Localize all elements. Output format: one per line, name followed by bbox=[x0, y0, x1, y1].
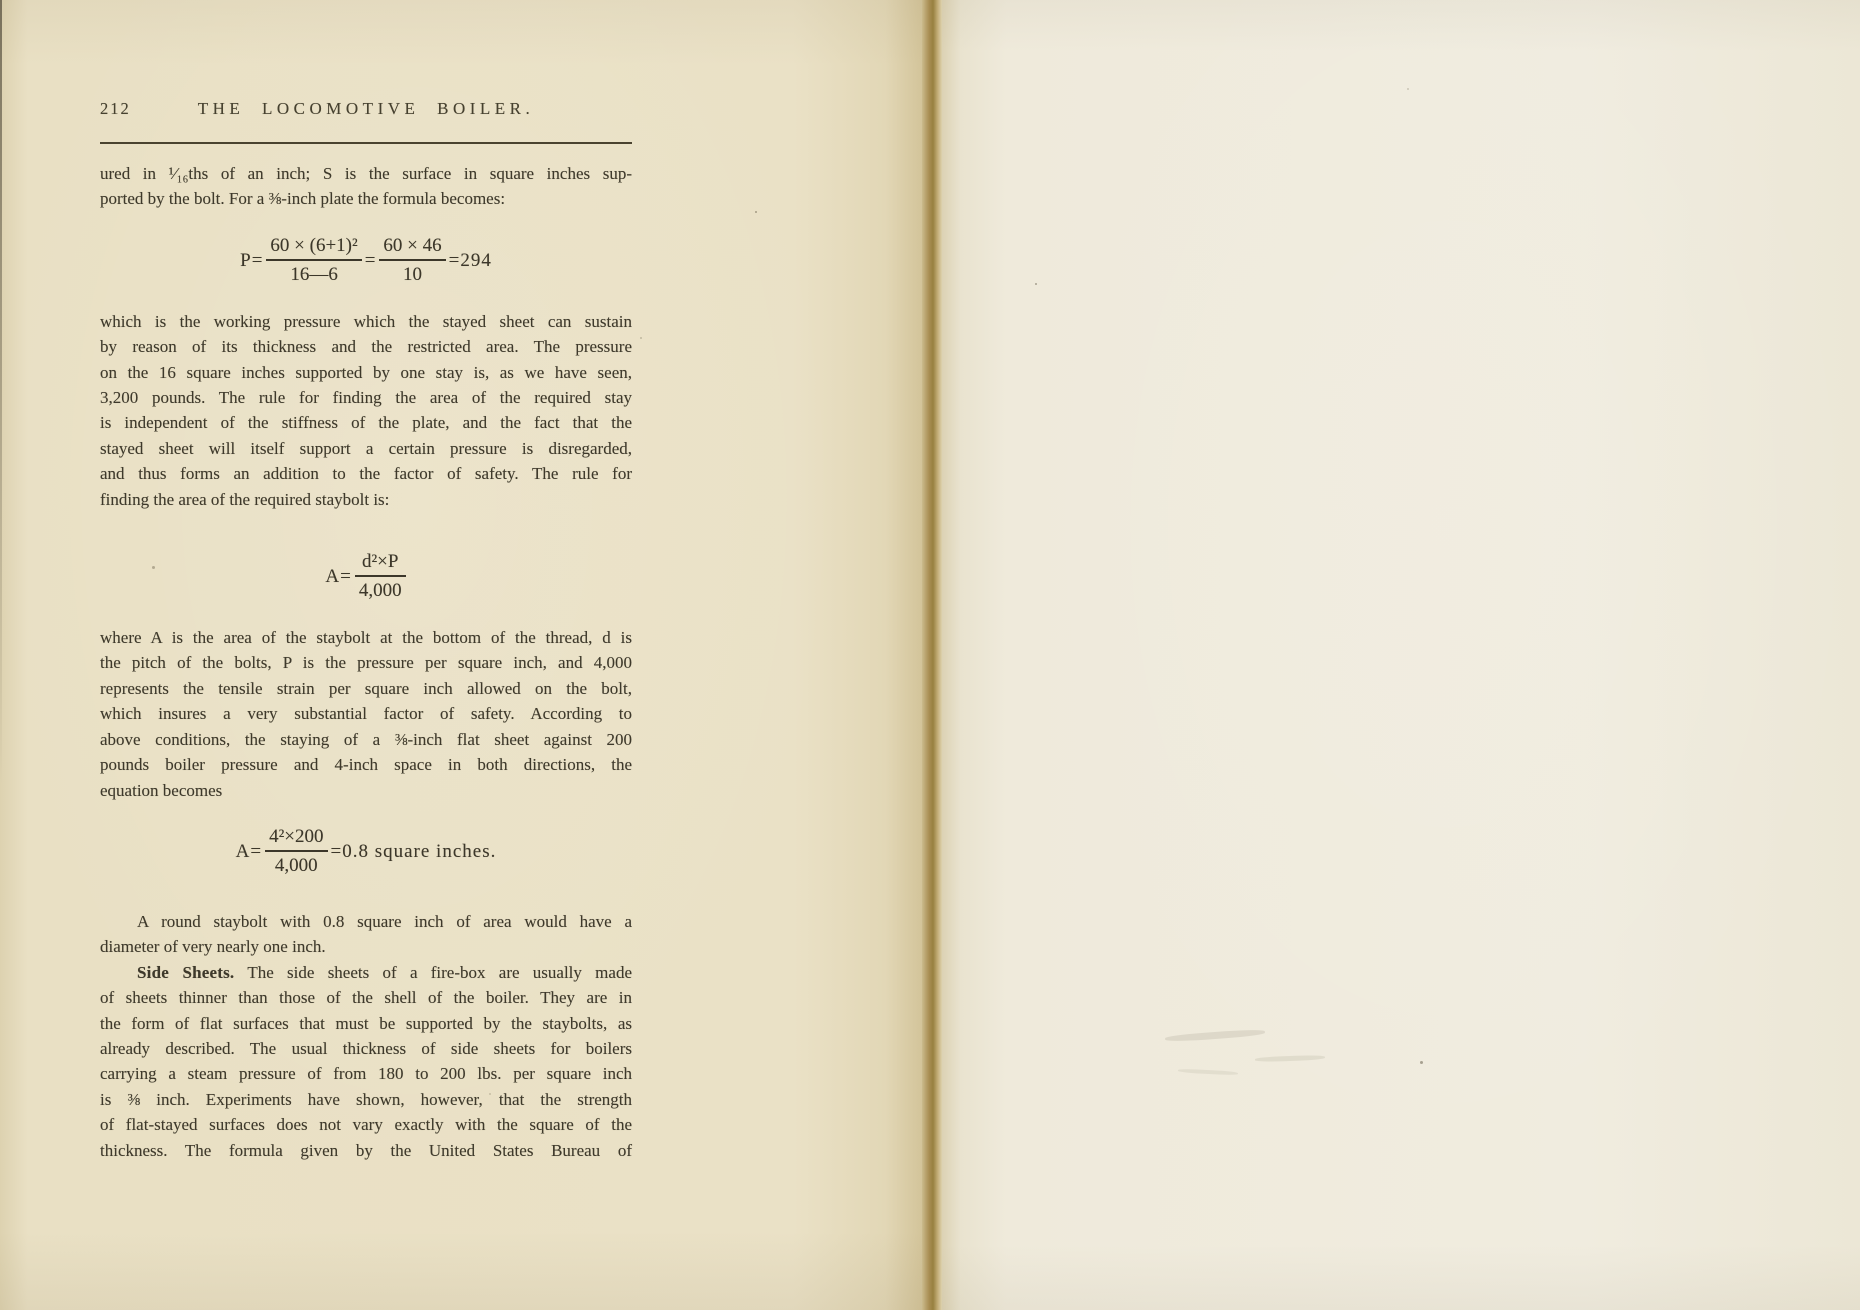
text-line: carrying a steam pressure of from 180 to 200 lbs. per square inch bbox=[100, 1064, 632, 1084]
paragraph-5 bbox=[100, 960, 632, 1163]
fraction bbox=[265, 825, 327, 879]
paper-speck bbox=[640, 337, 642, 339]
text-line: finding the area of the required staybolt is: bbox=[100, 489, 390, 509]
text-line: where A is the area of the staybolt at the bottom of the thread, d is bbox=[100, 628, 632, 648]
fraction-denominator: 4,000 bbox=[355, 575, 406, 604]
running-title: THE LOCOMOTIVE BOILER. bbox=[197, 99, 535, 118]
formula-lhs: P= bbox=[240, 249, 264, 271]
paragraph-3 bbox=[100, 625, 632, 803]
pencil-smudge bbox=[1255, 1055, 1325, 1062]
formula-lhs: A= bbox=[325, 566, 352, 588]
text-line: A round staybolt with 0.8 square inch of area would have a bbox=[137, 911, 632, 931]
text-line: Side Sheets. The side sheets of a fire-box are usually made bbox=[137, 962, 632, 982]
page-header bbox=[100, 96, 632, 122]
paragraph-1 bbox=[100, 161, 632, 212]
paper-speck bbox=[152, 566, 155, 569]
fraction bbox=[355, 550, 406, 604]
fraction-2 bbox=[379, 234, 445, 288]
fraction-numerator: 60 × (6+1)² bbox=[270, 234, 358, 256]
text-line: above conditions, the staying of a ⅜-inch flat sheet against 200 bbox=[100, 729, 632, 749]
formula-result: =294 bbox=[448, 249, 492, 271]
formula-area-solved bbox=[100, 825, 632, 879]
fraction-numerator: d²×P bbox=[361, 551, 399, 573]
text-line: stayed sheet will itself support a certain pressure is disregarded, bbox=[100, 438, 632, 458]
formula-pressure bbox=[100, 234, 632, 288]
page-number: 212 bbox=[100, 99, 131, 118]
text-line: ported by the bolt. For a ⅜-inch plate the formula becomes: bbox=[100, 189, 506, 209]
text-line: on the 16 square inches supported by one stay is, as we have seen, bbox=[100, 362, 632, 382]
text-line: which is the working pressure which the stayed sheet can sustain bbox=[100, 311, 632, 331]
fraction-denominator: 4,000 bbox=[265, 850, 327, 879]
text-line: diameter of very nearly one inch. bbox=[100, 937, 326, 957]
paper-speck bbox=[1035, 283, 1037, 285]
text-line: the pitch of the bolts, P is the pressure per square inch, and 4,000 bbox=[100, 653, 632, 673]
fraction-1 bbox=[266, 234, 361, 288]
fraction-denominator: 10 bbox=[379, 259, 445, 288]
header-rule bbox=[100, 142, 632, 144]
text-line: ured in ¹⁄₁₆ths of an inch; S is the surface in square inches sup- bbox=[100, 164, 632, 183]
text-line: equation becomes bbox=[100, 780, 223, 800]
text-line: already described. The usual thickness of side sheets for boilers bbox=[100, 1038, 632, 1058]
text-line: thickness. The formula given by the United States Bureau of bbox=[100, 1140, 632, 1160]
text-line: which insures a very substantial factor of safety. According to bbox=[100, 704, 632, 724]
right-page-blank bbox=[942, 0, 1860, 1310]
text-line: is ⅜ inch. Experiments have shown, however, that the strength bbox=[100, 1089, 632, 1109]
text-line: and thus forms an addition to the factor of safety. The rule for bbox=[100, 464, 632, 484]
fraction-numerator: 60 × 46 bbox=[383, 234, 442, 256]
text-line: is independent of the stiffness of the plate, and the fact that the bbox=[100, 413, 632, 433]
printed-column bbox=[100, 0, 632, 1163]
text-line: by reason of its thickness and the restricted area. The pressure bbox=[100, 337, 632, 357]
text-line: of flat-stayed surfaces does not vary exactly with the square of the bbox=[100, 1115, 632, 1135]
text-line: pounds boiler pressure and 4-inch space in both directions, the bbox=[100, 755, 632, 775]
text-line: the form of flat surfaces that must be supported by the staybolts, as bbox=[100, 1013, 632, 1033]
formula-lhs: A= bbox=[235, 840, 263, 862]
formula-result: =0.8 square inches. bbox=[330, 840, 497, 862]
left-page bbox=[0, 0, 922, 1310]
paper-speck bbox=[1407, 88, 1409, 90]
fraction-numerator: 4²×200 bbox=[269, 825, 324, 847]
paragraph-2 bbox=[100, 309, 632, 512]
text-line: of sheets thinner than those of the shell of the boiler. They are in bbox=[100, 988, 632, 1008]
pencil-smudge bbox=[1165, 1029, 1265, 1043]
pencil-smudge bbox=[1178, 1068, 1238, 1075]
book-gutter bbox=[922, 0, 942, 1310]
paper-speck bbox=[1420, 1061, 1423, 1064]
text-line: 3,200 pounds. The rule for finding the area of the required stay bbox=[100, 388, 632, 408]
paragraph-4 bbox=[100, 909, 632, 960]
paper-speck bbox=[755, 211, 757, 213]
text-line: represents the tensile strain per square inch allowed on the bolt, bbox=[100, 678, 632, 698]
paper-speck bbox=[489, 1093, 491, 1095]
formula-equals: = bbox=[364, 249, 377, 271]
formula-staybolt-area bbox=[100, 550, 632, 604]
fraction-denominator: 16—6 bbox=[266, 259, 361, 288]
